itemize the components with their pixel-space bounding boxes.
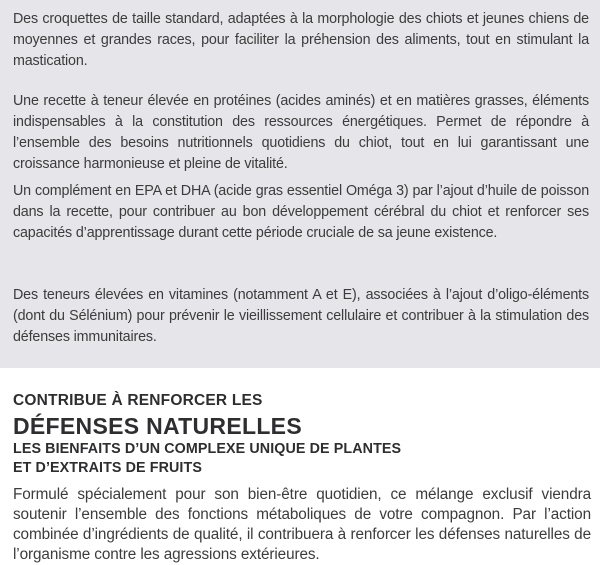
- paragraph-epa-dha: Un complément en EPA et DHA (acide gras essentiel Oméga 3) par l’ajout d’huile de poisson dans la recette, pour contribuer au bon développement cérébral du chiot et renforcer ses capacités d’apprentissage durant cette période cruciale de sa jeune existence.: [13, 183, 589, 241]
- paragraph-vitamins: Des teneurs élevées en vitamines (notamment A et E), associées à l’ajout d’oligo-éléments (dont du Sélénium) pour prévenir le vieillissement cellulaire et contribuer à la stimulation des défenses immunitaires.: [13, 287, 589, 345]
- paragraph-kibble-size: Des croquettes de taille standard, adaptées à la morphologie des chiots et jeunes chiens de moyennes et grandes races, pour faciliter la préhension des aliments, tout en stimulant la mastication.: [13, 11, 589, 69]
- section-kicker: CONTRIBUE À RENFORCER LES: [13, 392, 263, 409]
- section-title: DÉFENSES NATURELLES: [13, 413, 302, 439]
- section-subtitle-line-1: LES BIENFAITS D’UN COMPLEXE UNIQUE DE PLANTES: [13, 441, 402, 457]
- section-subtitle-line-2: ET D’EXTRAITS DE FRUITS: [13, 460, 202, 476]
- natural-defenses-heading: [13, 391, 589, 478]
- section-body: Formulé spécialement pour son bien-être quotidien, ce mélange exclusif viendra soutenir l’ensemble des fonctions métaboliques de votre compagnon. Par l’action combinée d’ingrédients de qualité, il contribuera à renforcer les défenses naturelles de l’organisme contre les agressions extérieures.: [13, 486, 591, 563]
- paragraph-protein-recipe: Une recette à teneur élevée en protéines (acides aminés) et en matières grasses, éléments indispensables à la constitution des ressources énergétiques. Permet de répondre à l’ensemble des besoins nutritionnels quotidiens du chiot, tout en lui garantissant une croissance harmonieuse et pleine de vitalité.: [13, 93, 589, 172]
